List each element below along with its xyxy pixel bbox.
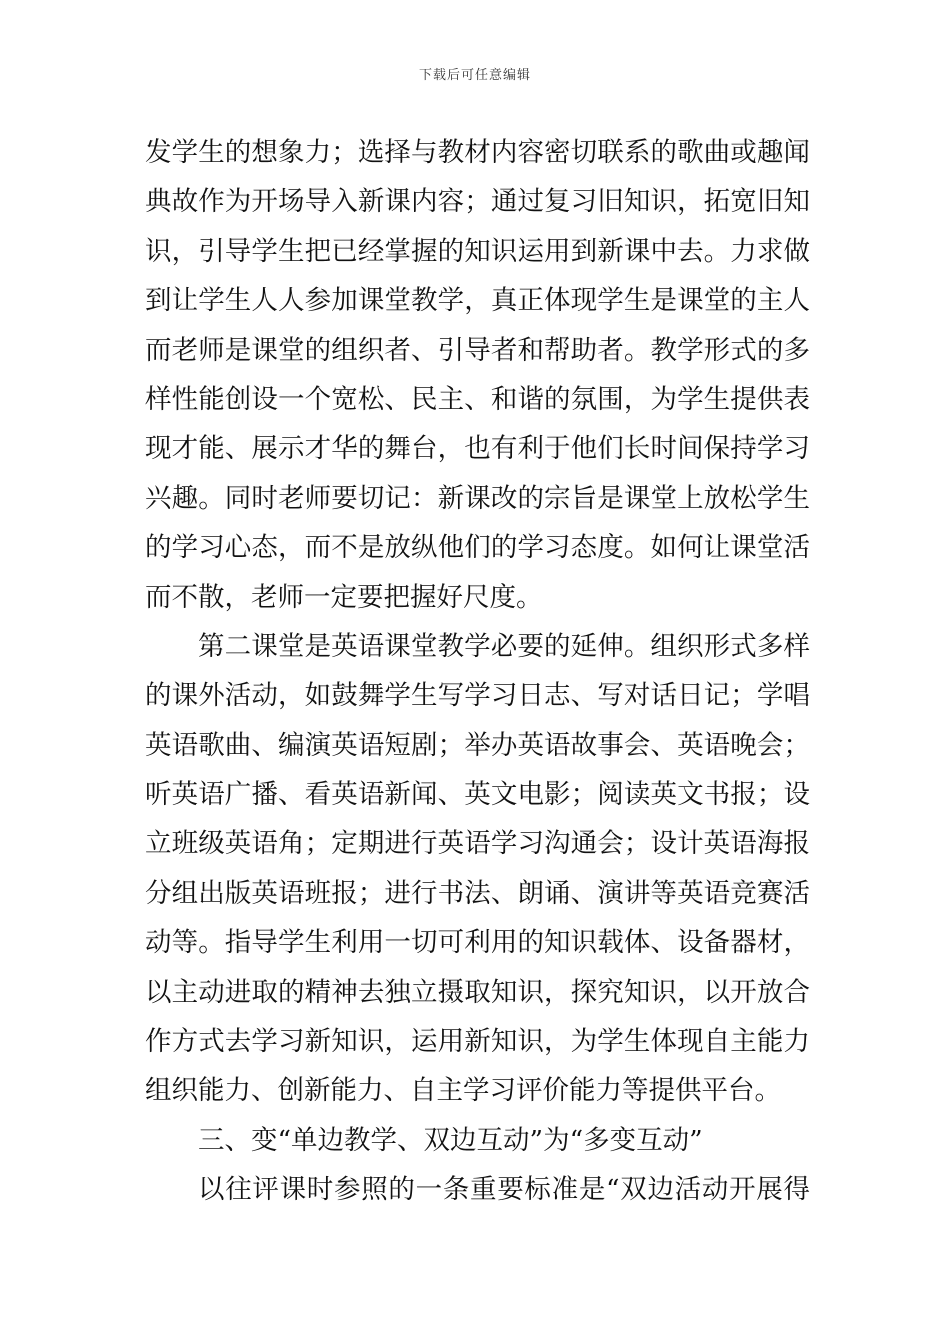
text-line: 兴趣。同时老师要切记：新课改的宗旨是课堂上放松学生 <box>145 482 810 514</box>
text-line: 识，引导学生把已经掌握的知识运用到新课中去。力求做 <box>145 235 810 267</box>
text-line: 的学习心态，而不是放纵他们的学习态度。如何让课堂活 <box>145 532 810 564</box>
text-line: 样性能创设一个宽松、民主、和谐的氛围，为学生提供表 <box>145 383 810 415</box>
text-line: 的课外活动，如鼓舞学生写学习日志、写对话日记；学唱 <box>145 680 810 712</box>
text-line: 而老师是课堂的组织者、引导者和帮助者。教学形式的多 <box>145 334 810 366</box>
text-line: 立班级英语角；定期进行英语学习沟通会；设计英语海报 <box>145 828 810 860</box>
text-line: 英语歌曲、编演英语短剧；举办英语故事会、英语晚会； <box>145 729 810 761</box>
text-line: 以主动进取的精神去独立摄取知识，探究知识，以开放合 <box>145 976 810 1008</box>
page-header: 下载后可任意编辑 <box>418 68 531 83</box>
text-line: 发学生的想象力；选择与教材内容密切联系的歌曲或趣闻 <box>145 137 810 168</box>
paragraph-first-line: 以往评课时参照的一条重要标准是“双边活动开展得 <box>198 1174 810 1206</box>
text-line: 听英语广播、看英语新闻、英文电影；阅读英文书报；设 <box>145 779 810 811</box>
text-line: 分组出版英语班报；进行书法、朗诵、演讲等英语竞赛活 <box>145 877 810 909</box>
text-line: 组织能力、创新能力、自主学习评价能力等提供平台。 <box>145 1075 781 1107</box>
section-heading: 三、变“单边教学、双边互动”为“多变互动” <box>198 1124 703 1156</box>
text-line: 作方式去学习新知识，运用新知识，为学生体现自主能力 <box>145 1026 810 1058</box>
document-body <box>145 128 810 1215</box>
paragraph-first-line: 第二课堂是英语课堂教学必要的延伸。组织形式多样 <box>198 630 810 662</box>
text-line: 到让学生人人参加课堂教学，真正体现学生是课堂的主人 <box>145 285 810 317</box>
text-line: 动等。指导学生利用一切可利用的知识载体、设备器材， <box>145 927 810 959</box>
text-line: 典故作为开场导入新课内容；通过复习旧知识，拓宽旧知 <box>145 186 810 218</box>
text-line: 而不散，老师一定要把握好尺度。 <box>145 581 543 613</box>
text-line: 现才能、展示才华的舞台，也有利于他们长时间保持学习 <box>145 433 810 465</box>
